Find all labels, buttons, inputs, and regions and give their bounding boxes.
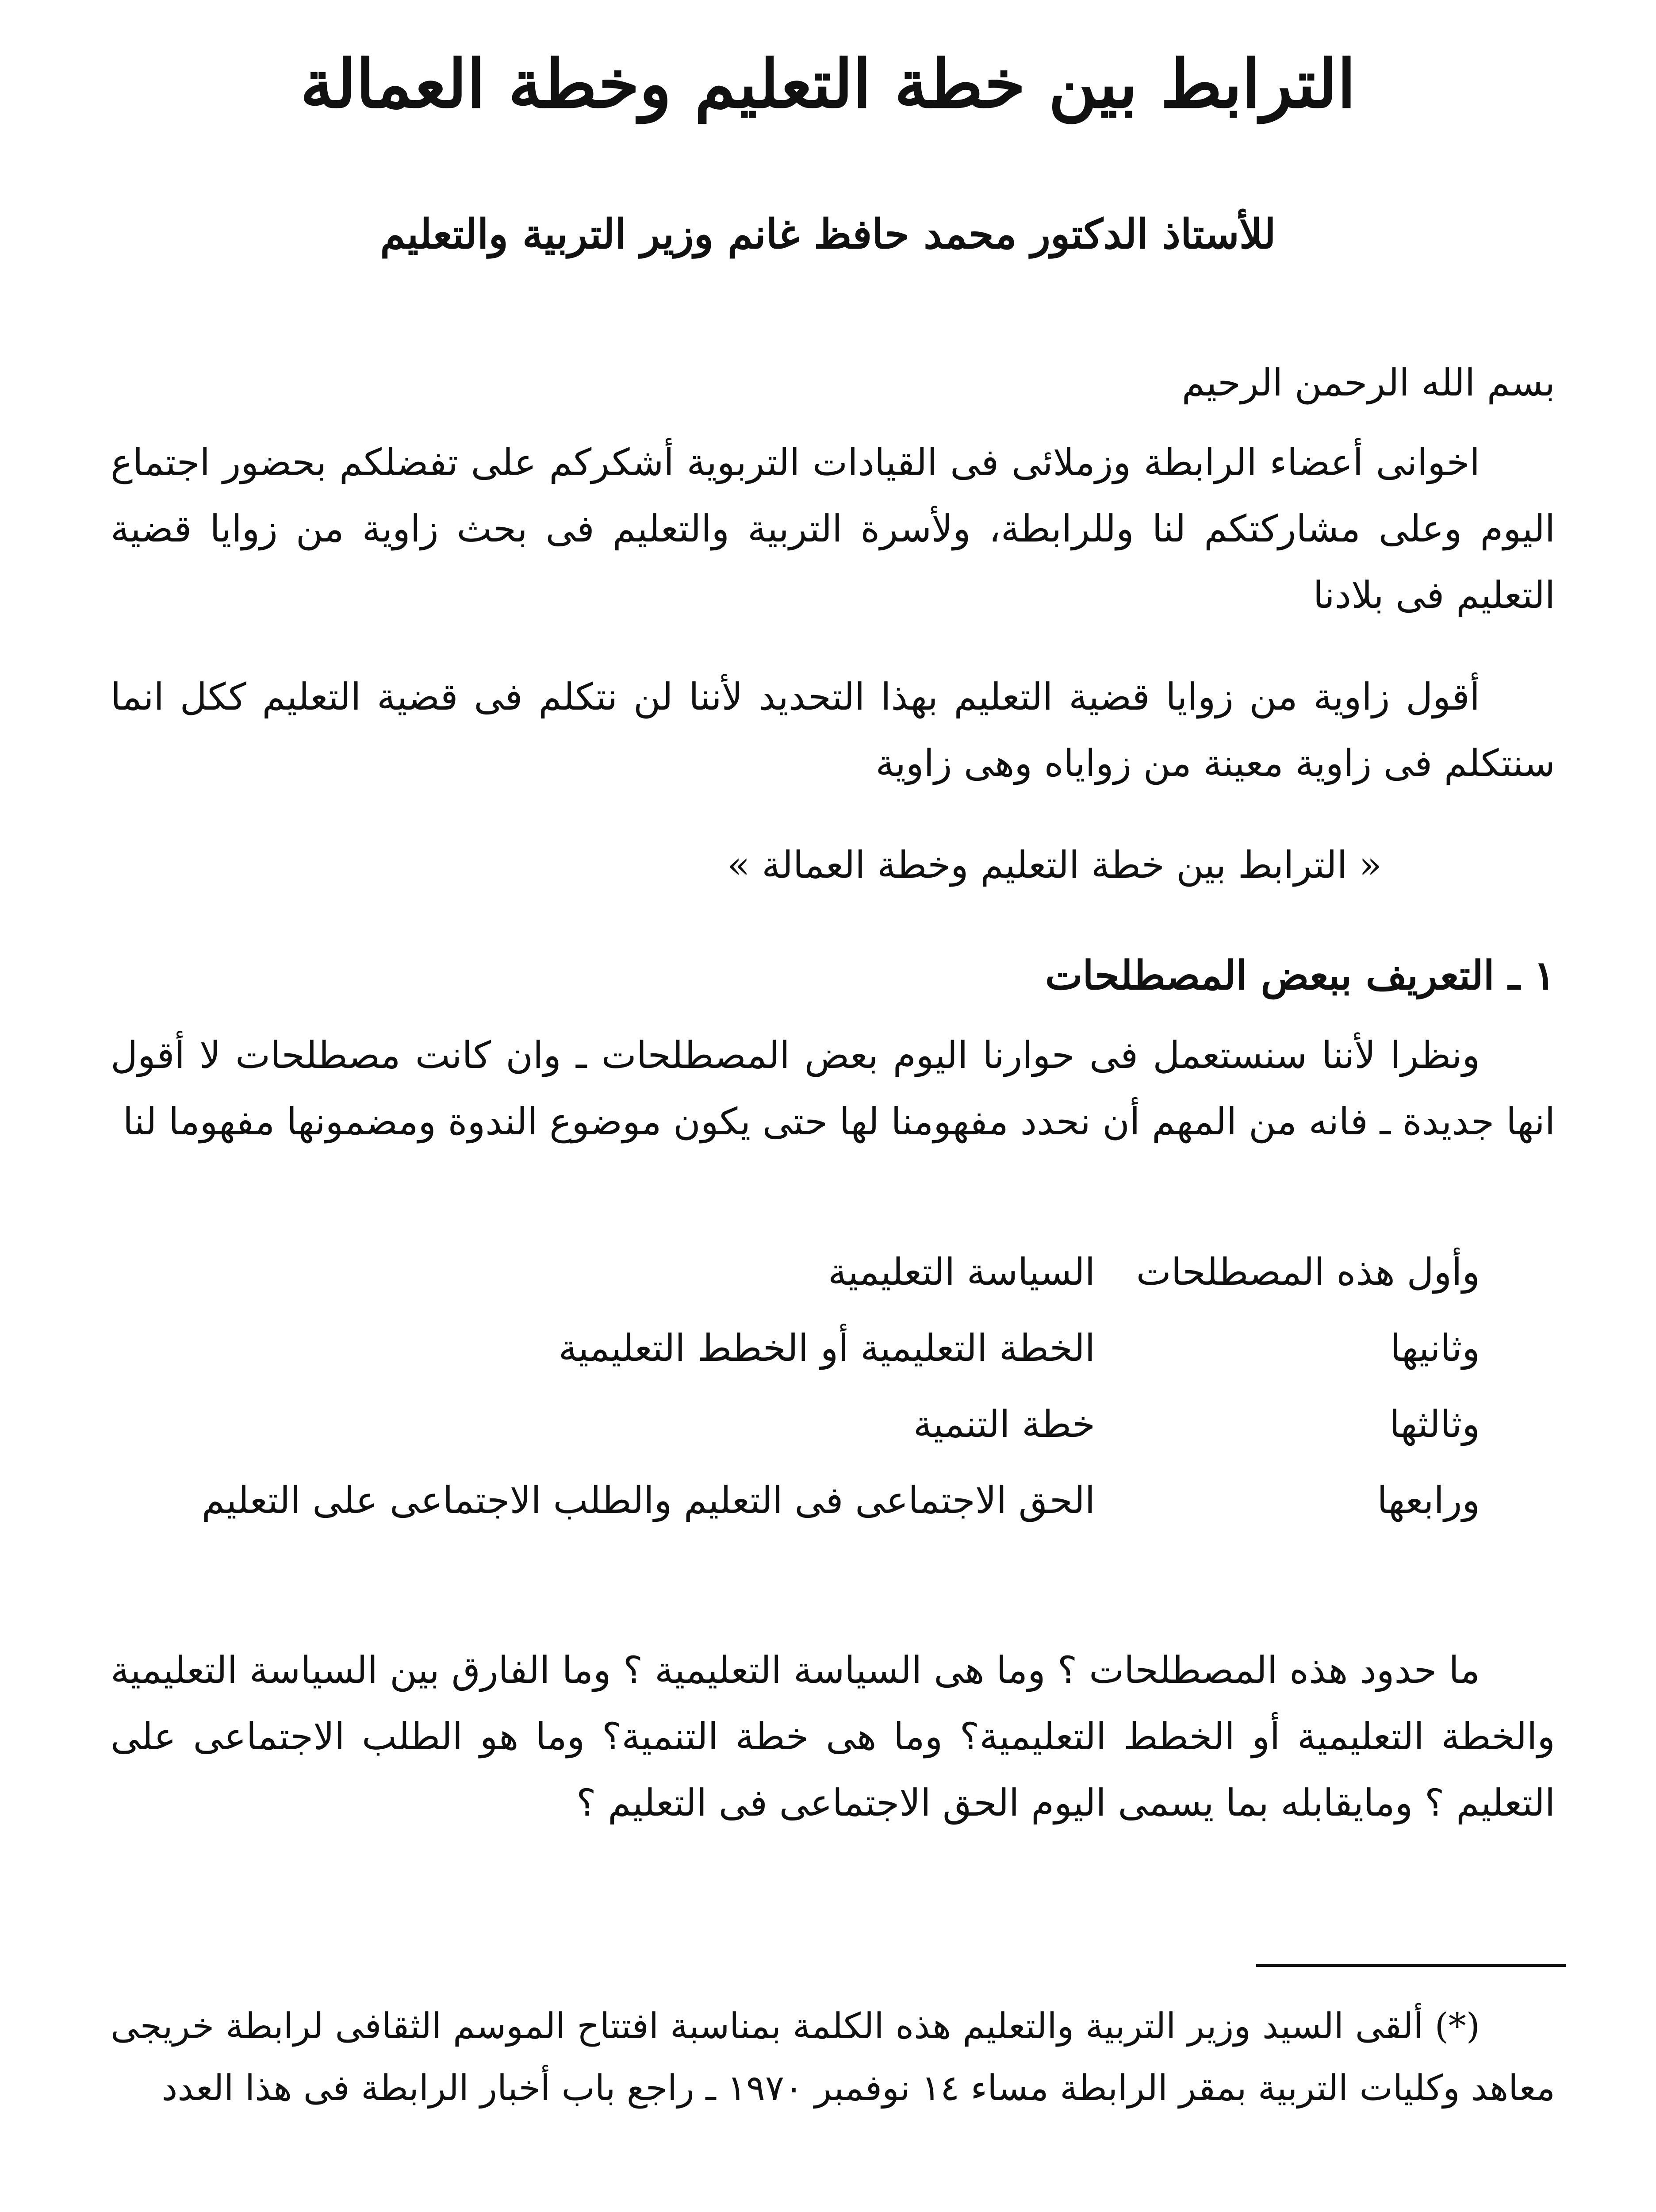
term-label: وثالثها [1389, 1402, 1480, 1446]
term-value: خطة التنمية [913, 1402, 1095, 1446]
term-row [111, 1239, 1555, 1305]
paragraph-greeting: اخوانى أعضاء الرابطة وزملائى فى القيادات التربوية أشكركم على تفضلكم بحضور اجتماع اليوم وعلى مشاركتكم لنا وللرابطة، ولأسرة التربية والتعليم فى بحث زاوية من زوايا قضية التعليم فى بلادنا [111, 441, 1555, 617]
term-row [111, 1391, 1555, 1457]
terms-list [111, 1239, 1555, 1543]
paragraph-terms-intro: ونظرا لأننا سنستعمل فى حوارنا اليوم بعض المصطلحات ـ وان كانت مصطلحات لا أقول انها جديدة ـ فانه من المهم أن نحدد مفهومنا لها حتى يكون موضوع الندوة ومضمونها مفهوما لنا [111, 1033, 1555, 1143]
topic-quote: « الترابط بين خطة التعليم وخطة العمالة » [727, 843, 1382, 887]
basmala: بسم الله الرحمن الرحيم [1181, 361, 1555, 404]
page-title: الترابط بين خطة التعليم وخطة العمالة [300, 45, 1356, 123]
section-heading: ١ ـ التعريف ببعض المصطلحات [1045, 952, 1555, 999]
term-row [111, 1467, 1555, 1533]
term-label: ورابعها [1377, 1479, 1480, 1522]
author-line: للأستاذ الدكتور محمد حافظ غانم وزير التربية والتعليم [380, 210, 1276, 258]
paragraph-questions: ما حدود هذه المصطلحات ؟ وما هى السياسة التعليمية ؟ وما الفارق بين السياسة التعليمية والخطة التعليمية أو الخطط التعليمية؟ وما هى خطة التنمية؟ وما هو الطلب الاجتماعى على التعليم ؟ ومايقابله بما يسمى اليوم الحق الاجتماعى فى التعليم ؟ [111, 1648, 1555, 1824]
term-row [111, 1315, 1555, 1381]
term-value: الخطة التعليمية أو الخطط التعليمية [558, 1326, 1095, 1370]
footnote-divider [1256, 1964, 1566, 1967]
term-label: وأول هذه المصطلحات [1136, 1250, 1480, 1294]
term-value: السياسة التعليمية [828, 1250, 1095, 1294]
footnote: (*) ألقى السيد وزير التربية والتعليم هذه الكلمة بمناسبة افتتاح الموسم الثقافى لرابطة خريجى معاهد وكليات التربية بمقر الرابطة مساء ١٤ نوفمبر ١٩٧٠ ـ راجع باب أخبار الرابطة فى هذا العدد [111, 2005, 1555, 2108]
term-value: الحق الاجتماعى فى التعليم والطلب الاجتماعى على التعليم [201, 1479, 1095, 1522]
term-label: وثانيها [1390, 1326, 1480, 1370]
paragraph-scope: أقول زاوية من زوايا قضية التعليم بهذا التحديد لأننا لن نتكلم فى قضية التعليم ككل انما سنتكلم فى زاوية معينة من زواياه وهى زاوية [111, 675, 1555, 785]
